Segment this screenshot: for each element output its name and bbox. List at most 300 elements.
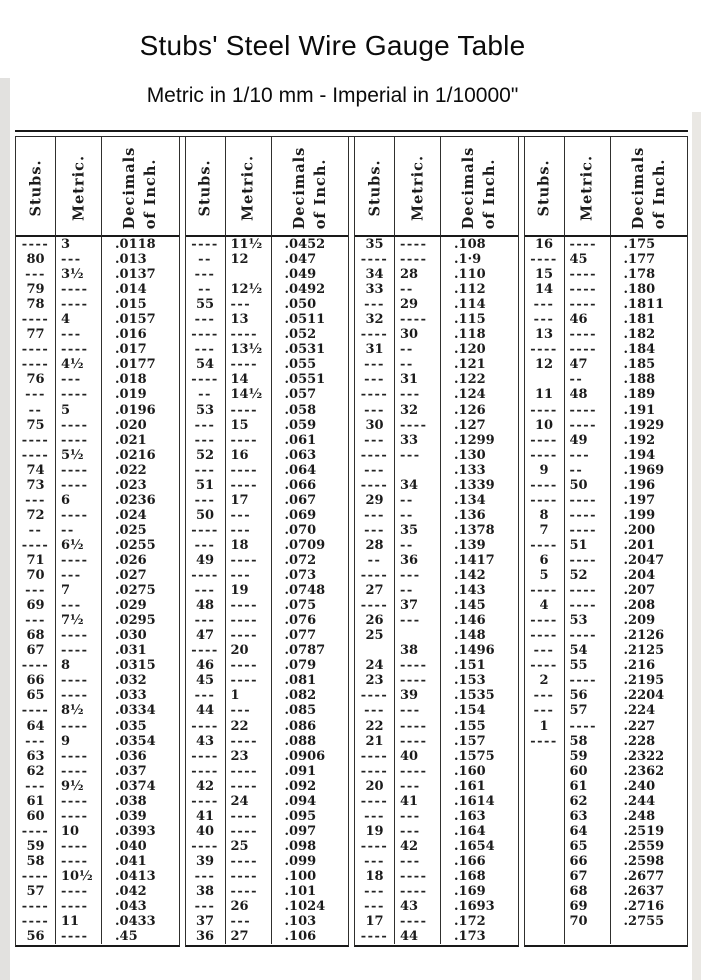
decimal-inch-cell: .2125 — [623, 643, 665, 659]
stubs-cell: 33 — [355, 282, 395, 297]
decimal-inch-cell: .185 — [623, 357, 656, 373]
stubs-cell: ---- — [16, 342, 56, 357]
metric-cell: 29 — [395, 297, 441, 312]
metric-cell: 16 — [226, 448, 272, 463]
stubs-cell: --- — [525, 643, 565, 658]
stubs-cell: 76 — [16, 372, 56, 387]
decimal-inch-cell: .1654 — [454, 838, 495, 854]
column-header-stubs: Stubs. — [355, 137, 395, 237]
decimal-inch-cell: .0196 — [115, 402, 156, 418]
metric-cell: 30 — [395, 327, 441, 342]
decimal-inch-cell: .063 — [284, 447, 317, 463]
decimal-inch-cell: .0374 — [115, 778, 156, 794]
stubs-cell: ---- — [186, 237, 226, 252]
metric-cell: ---- — [226, 327, 272, 342]
stubs-cell: ---- — [16, 658, 56, 673]
decimal-inch-cell: .2559 — [623, 838, 665, 854]
stubs-cell: --- — [186, 899, 226, 914]
stubs-cell: 7 — [525, 523, 565, 538]
metric-cell: ---- — [565, 237, 611, 252]
column-header-decimals: Decimals of Inch. — [102, 137, 179, 237]
stubs-cell: 39 — [186, 854, 226, 869]
stubs-cell: --- — [355, 884, 395, 899]
decimal-inch-cell: .194 — [623, 447, 656, 463]
metric-cell: 33 — [395, 433, 441, 448]
metric-cell: ---- — [565, 342, 611, 357]
metric-cell: ---- — [226, 673, 272, 688]
stubs-cell: 10 — [525, 418, 565, 433]
metric-cell: 20 — [226, 643, 272, 658]
metric-cell: --- — [395, 613, 441, 628]
metric-cell: --- — [226, 703, 272, 718]
decimal-inch-cell: .146 — [454, 613, 486, 629]
metric-cell: ---- — [56, 929, 102, 944]
metric-cell: 37 — [395, 598, 441, 613]
decimal-inch-cell: .032 — [115, 673, 147, 689]
metric-cell: -- — [395, 508, 441, 523]
decimal-inch-cell: .177 — [623, 252, 656, 268]
metric-cell: ---- — [395, 869, 441, 884]
metric-cell: ---- — [226, 628, 272, 643]
metric-cell: ---- — [565, 583, 611, 598]
column-header-decimals: Decimals of Inch. — [272, 137, 349, 237]
stubs-cell: ---- — [525, 252, 565, 267]
stubs-cell: 20 — [355, 779, 395, 794]
metric-cell: ---- — [56, 794, 102, 809]
metric-cell: 4½ — [56, 357, 102, 372]
stubs-cell: ---- — [16, 538, 56, 553]
table-top-rule — [15, 130, 688, 137]
stubs-cell: 77 — [16, 327, 56, 342]
stubs-cell: ---- — [355, 478, 395, 493]
gauge-column-group — [15, 137, 180, 947]
column-header-decimals: Decimals of Inch. — [611, 137, 688, 237]
metric-cell: ---- — [226, 613, 272, 628]
stubs-cell: 71 — [16, 553, 56, 568]
stubs-cell — [525, 839, 565, 854]
stubs-cell: --- — [186, 463, 226, 478]
metric-cell: 34 — [395, 478, 441, 493]
metric-cell: 4 — [56, 312, 102, 327]
metric-cell: --- — [56, 598, 102, 613]
decimal-inch-cell: .070 — [284, 522, 317, 538]
metric-cell: -- — [395, 493, 441, 508]
stubs-cell: --- — [525, 703, 565, 718]
decimal-inch-cell: .1417 — [454, 552, 495, 568]
stubs-cell — [525, 929, 565, 944]
decimal-inch-cell: .112 — [454, 282, 486, 298]
decimal-inch-cell: .1535 — [454, 688, 495, 704]
metric-cell: ---- — [56, 839, 102, 854]
decimal-inch-cell: .192 — [623, 432, 656, 448]
stubs-cell: 17 — [355, 914, 395, 929]
decimal-inch-cell: .1378 — [454, 522, 495, 538]
decimal-inch-cell: .118 — [454, 327, 486, 343]
metric-cell: 11½ — [226, 237, 272, 252]
metric-cell: -- — [395, 357, 441, 372]
stubs-cell — [525, 764, 565, 779]
decimal-inch-cell: .199 — [623, 507, 656, 523]
decimal-inch-cell: .040 — [115, 838, 147, 854]
stubs-cell: ---- — [186, 839, 226, 854]
metric-cell: 52 — [565, 568, 611, 583]
metric-cell: 32 — [395, 403, 441, 418]
metric-cell: 64 — [565, 824, 611, 839]
stubs-cell: ---- — [16, 448, 56, 463]
stubs-cell: ---- — [16, 824, 56, 839]
metric-cell: --- — [56, 372, 102, 387]
decimal-inch-cell: .0452 — [284, 237, 326, 252]
decimal-inch-cell: .114 — [454, 297, 486, 313]
metric-cell: ---- — [56, 387, 102, 402]
stubs-cell: 55 — [186, 297, 226, 312]
metric-cell: 51 — [565, 538, 611, 553]
metric-cell: ---- — [565, 418, 611, 433]
metric-cell: --- — [395, 387, 441, 402]
stubs-cell: ---- — [355, 387, 395, 402]
decimal-inch-cell: .027 — [115, 568, 147, 584]
decimal-inch-cell: .169 — [454, 884, 486, 900]
decimal-inch-cell: .120 — [454, 342, 486, 358]
decimal-inch-cell: .0413 — [115, 868, 156, 884]
stubs-cell: ---- — [525, 448, 565, 463]
decimal-inch-cell: .136 — [454, 507, 486, 523]
decimal-inch-cell: .088 — [284, 733, 317, 749]
decimal-inch-cell: .106 — [284, 929, 317, 945]
decimal-inch-cell: .207 — [623, 583, 656, 599]
stubs-cell: --- — [186, 869, 226, 884]
decimal-inch-cell: .014 — [115, 282, 147, 298]
metric-cell: 66 — [565, 854, 611, 869]
metric-cell: 63 — [565, 809, 611, 824]
metric-cell: -- — [395, 583, 441, 598]
decimal-inch-cell: .188 — [623, 372, 656, 388]
metric-cell: 55 — [565, 658, 611, 673]
stubs-cell: 54 — [186, 357, 226, 372]
decimal-inch-cell: .200 — [623, 522, 656, 538]
decimal-inch-cell: .0433 — [115, 914, 156, 930]
metric-cell: 5½ — [56, 448, 102, 463]
stubs-cell: -- — [355, 553, 395, 568]
stubs-cell: 50 — [186, 508, 226, 523]
decimal-inch-cell: .0748 — [284, 583, 326, 599]
stubs-cell: -- — [186, 282, 226, 297]
stubs-cell: --- — [16, 387, 56, 402]
metric-cell: --- — [395, 568, 441, 583]
stubs-cell: 4 — [525, 598, 565, 613]
stubs-cell: --- — [355, 523, 395, 538]
stubs-cell: --- — [186, 688, 226, 703]
metric-cell: 48 — [565, 387, 611, 402]
metric-cell: 44 — [395, 929, 441, 944]
metric-cell: --- — [226, 508, 272, 523]
stubs-cell — [525, 899, 565, 914]
metric-cell: 12½ — [226, 282, 272, 297]
stubs-cell: --- — [355, 297, 395, 312]
stubs-cell: ---- — [16, 357, 56, 372]
decimal-inch-cell: .1·9 — [454, 252, 482, 268]
metric-cell: 58 — [565, 734, 611, 749]
decimal-inch-cell: .059 — [284, 417, 317, 433]
stubs-cell: 14 — [525, 282, 565, 297]
stubs-cell: --- — [525, 297, 565, 312]
metric-cell: ---- — [565, 282, 611, 297]
decimal-inch-cell — [611, 929, 688, 944]
decimal-inch-cell: .133 — [454, 462, 486, 478]
stubs-cell: ---- — [525, 342, 565, 357]
stubs-cell: ---- — [355, 794, 395, 809]
metric-cell: ---- — [395, 252, 441, 267]
stubs-cell: 56 — [16, 929, 56, 944]
stubs-cell: --- — [355, 703, 395, 718]
stubs-cell: ---- — [525, 734, 565, 749]
scan-edge-right — [692, 112, 701, 980]
decimal-inch-cell: .0295 — [115, 613, 156, 629]
metric-cell: 59 — [565, 749, 611, 764]
stubs-cell: 9 — [525, 463, 565, 478]
stubs-cell: 61 — [16, 794, 56, 809]
metric-cell: ---- — [226, 779, 272, 794]
stubs-cell: ---- — [186, 794, 226, 809]
decimal-inch-cell: .0531 — [284, 342, 326, 358]
stubs-cell: 45 — [186, 673, 226, 688]
decimal-inch-cell: .244 — [623, 793, 656, 809]
stubs-cell: 12 — [525, 357, 565, 372]
metric-cell: --- — [395, 448, 441, 463]
stubs-cell: ---- — [186, 372, 226, 387]
metric-cell: --- — [395, 703, 441, 718]
stubs-cell: 75 — [16, 418, 56, 433]
stubs-cell: 35 — [355, 237, 395, 252]
stubs-cell: ---- — [355, 764, 395, 779]
metric-cell: --- — [56, 327, 102, 342]
stubs-cell: --- — [186, 493, 226, 508]
metric-cell: 67 — [565, 869, 611, 884]
metric-cell: ---- — [226, 433, 272, 448]
metric-cell: -- — [56, 523, 102, 538]
decimal-inch-cell: .103 — [284, 914, 317, 930]
metric-cell: 40 — [395, 749, 441, 764]
stubs-cell: 11 — [525, 387, 565, 402]
metric-cell: 18 — [226, 538, 272, 553]
decimal-inch-cell: .1811 — [623, 297, 665, 313]
metric-cell: ---- — [226, 403, 272, 418]
decimal-inch-cell: .168 — [454, 868, 486, 884]
decimal-inch-cell: .013 — [115, 252, 147, 268]
stubs-cell: -- — [186, 252, 226, 267]
stubs-cell: 69 — [16, 598, 56, 613]
decimal-inch-cell: .1575 — [454, 748, 495, 764]
stubs-cell — [525, 809, 565, 824]
decimal-inch-cell: .166 — [454, 853, 486, 869]
stubs-cell: ---- — [186, 719, 226, 734]
stubs-cell: --- — [355, 357, 395, 372]
stubs-cell: 78 — [16, 297, 56, 312]
heading — [0, 0, 665, 108]
metric-cell: 3½ — [56, 267, 102, 282]
stubs-cell: 8 — [525, 508, 565, 523]
decimal-inch-cell: .085 — [284, 703, 317, 719]
stubs-cell: 51 — [186, 478, 226, 493]
metric-cell: 9½ — [56, 779, 102, 794]
decimal-inch-cell: .1693 — [454, 899, 495, 915]
metric-cell: ---- — [395, 312, 441, 327]
scan-edge-left — [0, 78, 10, 980]
stubs-cell: 16 — [525, 237, 565, 252]
decimal-inch-cell: .031 — [115, 643, 147, 659]
decimal-inch-cell: .2204 — [623, 688, 665, 704]
stubs-cell: ---- — [525, 403, 565, 418]
decimal-inch-cell: .055 — [284, 357, 317, 373]
decimal-inch-cell: .139 — [454, 537, 486, 553]
decimal-inch-cell: .019 — [115, 387, 147, 403]
stubs-cell: ---- — [355, 252, 395, 267]
decimal-inch-cell: .153 — [454, 673, 486, 689]
metric-cell: 17 — [226, 493, 272, 508]
metric-cell: ---- — [56, 418, 102, 433]
metric-cell: 43 — [395, 899, 441, 914]
decimal-inch-cell: .130 — [454, 447, 486, 463]
metric-cell: ---- — [56, 282, 102, 297]
decimal-inch-cell: .178 — [623, 267, 656, 283]
stubs-cell: ---- — [355, 598, 395, 613]
metric-cell: 56 — [565, 688, 611, 703]
metric-cell: 38 — [395, 643, 441, 658]
metric-cell: 31 — [395, 372, 441, 387]
stubs-cell: ---- — [355, 327, 395, 342]
stubs-cell: 22 — [355, 719, 395, 734]
stubs-cell: --- — [16, 613, 56, 628]
decimal-inch-cell: .224 — [623, 703, 656, 719]
stubs-cell: --- — [355, 899, 395, 914]
metric-cell: ---- — [226, 854, 272, 869]
decimal-inch-cell: .086 — [284, 718, 317, 734]
stubs-cell: ---- — [16, 869, 56, 884]
decimal-inch-cell: .216 — [623, 658, 656, 674]
decimal-inch-cell: .142 — [454, 568, 486, 584]
metric-cell: ---- — [565, 553, 611, 568]
decimal-inch-cell: .026 — [115, 552, 147, 568]
decimal-inch-cell: .191 — [623, 402, 656, 418]
decimal-inch-cell: .023 — [115, 477, 147, 493]
page-title: Stubs' Steel Wire Gauge Table — [139, 30, 526, 61]
metric-cell: ---- — [565, 598, 611, 613]
decimal-inch-cell: .0709 — [284, 537, 326, 553]
metric-cell — [565, 929, 611, 944]
metric-cell: ---- — [395, 673, 441, 688]
metric-cell: 10 — [56, 824, 102, 839]
metric-cell: -- — [565, 372, 611, 387]
stubs-cell: --- — [355, 854, 395, 869]
decimal-inch-cell: .0236 — [115, 492, 156, 508]
stubs-cell: 58 — [16, 854, 56, 869]
metric-cell: ---- — [226, 598, 272, 613]
decimal-inch-cell: .018 — [115, 372, 147, 388]
decimal-inch-cell: .015 — [115, 297, 147, 313]
metric-cell: ---- — [56, 463, 102, 478]
decimal-inch-cell: .175 — [623, 237, 656, 252]
stubs-cell: ---- — [186, 764, 226, 779]
decimal-inch-cell: .145 — [454, 598, 486, 614]
metric-cell: --- — [395, 854, 441, 869]
metric-cell: 50 — [565, 478, 611, 493]
metric-cell: ---- — [226, 478, 272, 493]
decimal-inch-cell: .0118 — [115, 237, 156, 252]
stubs-cell: --- — [525, 312, 565, 327]
stubs-cell: ---- — [525, 478, 565, 493]
metric-cell: --- — [395, 809, 441, 824]
metric-cell: 13 — [226, 312, 272, 327]
stubs-cell: ---- — [525, 583, 565, 598]
decimal-inch-cell: .0216 — [115, 447, 156, 463]
decimal-inch-cell: .069 — [284, 507, 317, 523]
stubs-cell: 36 — [186, 929, 226, 944]
decimal-inch-cell: .067 — [284, 492, 317, 508]
metric-cell: 36 — [395, 553, 441, 568]
stubs-cell: ---- — [355, 749, 395, 764]
decimal-inch-cell: .126 — [454, 402, 486, 418]
stubs-cell: 26 — [355, 613, 395, 628]
metric-cell: 69 — [565, 899, 611, 914]
stubs-cell: 38 — [186, 884, 226, 899]
metric-cell: ---- — [565, 523, 611, 538]
stubs-cell: 18 — [355, 869, 395, 884]
decimal-inch-cell: .0393 — [115, 823, 156, 839]
stubs-cell: 80 — [16, 252, 56, 267]
decimal-inch-cell: .1299 — [454, 432, 495, 448]
decimal-inch-cell: .081 — [284, 673, 317, 689]
metric-cell: 25 — [226, 839, 272, 854]
stubs-cell: 47 — [186, 628, 226, 643]
gauge-column-group — [354, 137, 519, 947]
metric-cell: ---- — [395, 734, 441, 749]
decimal-inch-cell: .0315 — [115, 658, 156, 674]
column-header-decimals: Decimals of Inch. — [441, 137, 518, 237]
decimal-inch-cell: .095 — [284, 808, 317, 824]
decimal-inch-cell: .058 — [284, 402, 317, 418]
metric-cell: ---- — [56, 764, 102, 779]
decimal-inch-cell: .127 — [454, 417, 486, 433]
decimal-inch-cell: .097 — [284, 823, 317, 839]
metric-cell: 26 — [226, 899, 272, 914]
metric-cell: --- — [226, 914, 272, 929]
stubs-cell: -- — [16, 523, 56, 538]
decimal-inch-cell: .2322 — [623, 748, 665, 764]
decimal-inch-cell: .2195 — [623, 673, 665, 689]
decimal-inch-cell: .204 — [623, 568, 656, 584]
decimal-inch-cell: .161 — [454, 778, 486, 794]
metric-cell: ---- — [56, 628, 102, 643]
metric-cell: 27 — [226, 929, 272, 944]
metric-cell: ---- — [56, 899, 102, 914]
decimal-inch-cell: .1339 — [454, 477, 495, 493]
stubs-cell — [525, 372, 565, 387]
stubs-cell: 34 — [355, 267, 395, 282]
stubs-cell: 74 — [16, 463, 56, 478]
stubs-cell — [525, 914, 565, 929]
metric-cell: --- — [565, 448, 611, 463]
stubs-cell: 15 — [525, 267, 565, 282]
stubs-cell: 13 — [525, 327, 565, 342]
metric-cell: 1 — [226, 688, 272, 703]
stubs-cell: 79 — [16, 282, 56, 297]
stubs-cell: --- — [355, 403, 395, 418]
metric-cell: --- — [226, 568, 272, 583]
decimal-inch-cell: .076 — [284, 613, 317, 629]
decimal-inch-cell: .172 — [454, 914, 486, 930]
decimal-inch-cell: .024 — [115, 507, 147, 523]
stubs-cell: 48 — [186, 598, 226, 613]
